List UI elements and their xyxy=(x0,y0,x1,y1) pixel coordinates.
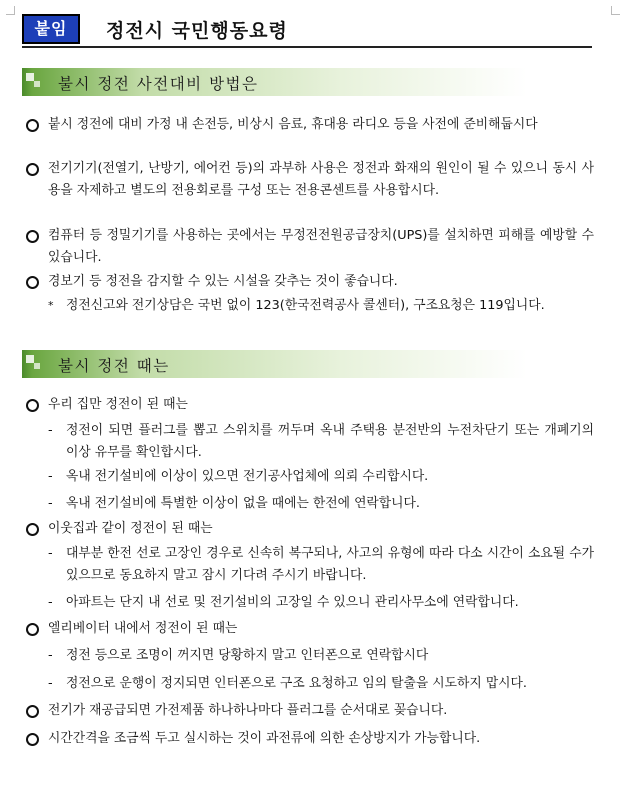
list-item-text: 컴퓨터 등 정밀기기를 사용하는 곳에서는 무정전전원공급장치(UPS)를 설치하면 피해를 예방할 수 있습니다. xyxy=(48,228,594,265)
section-heading-during-outage xyxy=(22,350,527,378)
dash-bullet: - xyxy=(48,595,53,610)
list-item xyxy=(26,394,594,416)
heading-square-icon xyxy=(34,363,40,369)
sub-item-text: 대부분 한전 선로 고장인 경우로 신속히 복구되나, 사고의 유형에 따라 다소 시간이 소요될 수가 있으므로 동요하지 말고 잠시 기다려 주시기 바랍니다. xyxy=(66,546,594,583)
sub-item-text: 정전 등으로 조명이 꺼지면 당황하지 말고 인터폰으로 연락합시다 xyxy=(66,648,429,663)
circle-bullet-icon xyxy=(26,705,39,718)
section-heading-label: 불시 정전 사전대비 방법은 xyxy=(58,75,259,93)
section-heading-label: 불시 정전 때는 xyxy=(58,357,170,375)
list-item xyxy=(26,728,594,750)
sub-item xyxy=(48,493,594,515)
circle-bullet-icon xyxy=(26,119,39,132)
sub-item-text: 정전으로 운행이 정지되면 인터폰으로 구조 요청하고 임의 탈출을 시도하지 맙시다. xyxy=(66,676,527,691)
heading-square-icon xyxy=(26,73,34,81)
page-title: 정전시 국민행동요령 xyxy=(106,20,288,42)
sub-item-text: 정전이 되면 플러그를 뽑고 스위치를 꺼두며 옥내 주택용 분전반의 누전차단기 또는 개폐기의 이상 유무를 확인합시다. xyxy=(66,423,594,460)
note-asterisk-icon: * xyxy=(48,299,54,312)
sub-item-text: 아파트는 단지 내 선로 및 전기설비의 고장일 수 있으니 관리사무소에 연락합니다. xyxy=(66,595,519,610)
circle-bullet-icon xyxy=(26,230,39,243)
sub-item xyxy=(48,673,594,695)
dash-bullet: - xyxy=(48,648,53,663)
list-item-text: 전기기기(전열기, 난방기, 에어컨 등)의 과부하 사용은 정전과 화재의 원인이 될 수 있으니 동시 사용을 자제하고 별도의 전용회로를 구성 또는 전용콘센트를 사용합시다. xyxy=(48,161,594,198)
heading-square-icon xyxy=(26,355,34,363)
circle-bullet-icon xyxy=(26,276,39,289)
list-item-text: 시간간격을 조금씩 두고 실시하는 것이 과전류에 의한 손상방지가 가능합니다. xyxy=(48,731,481,746)
sub-item xyxy=(48,466,594,488)
dash-bullet: - xyxy=(48,676,53,691)
list-item xyxy=(26,518,594,540)
sub-item xyxy=(48,543,594,587)
list-item xyxy=(26,271,594,293)
list-item xyxy=(26,114,594,136)
sub-item xyxy=(48,645,594,667)
contact-note xyxy=(48,295,594,317)
list-item xyxy=(26,158,594,202)
attachment-badge: 붙임 xyxy=(22,14,80,44)
list-item-text: 전기가 재공급되면 가전제품 하나하나마다 플러그를 순서대로 꽂습니다. xyxy=(48,703,448,718)
sub-item-text: 옥내 전기설비에 특별한 이상이 없을 때에는 한전에 연락합니다. xyxy=(66,496,420,511)
list-item xyxy=(26,700,594,722)
dash-bullet: - xyxy=(48,546,53,561)
circle-bullet-icon xyxy=(26,399,39,412)
dash-bullet: - xyxy=(48,469,53,484)
list-item xyxy=(26,618,594,640)
circle-bullet-icon xyxy=(26,623,39,636)
list-item-text: 경보기 등 정전을 감지할 수 있는 시설을 갖추는 것이 좋습니다. xyxy=(48,274,398,289)
dash-bullet: - xyxy=(48,496,53,511)
document-header xyxy=(22,14,592,48)
note-text: 정전신고와 전기상담은 국번 없이 123(한국전력공사 콜센터), 구조요청은 119입니다. xyxy=(66,298,545,313)
circle-bullet-icon xyxy=(26,733,39,746)
list-item-text: 붙시 정전에 대비 가정 내 손전등, 비상시 음료, 휴대용 라디오 등을 사전에 준비해둡시다 xyxy=(48,117,538,132)
page-corner-mark-right xyxy=(611,6,620,15)
list-item-text: 엘리베이터 내에서 정전이 된 때는 xyxy=(48,621,238,636)
list-item-text: 이웃집과 같이 정전이 된 때는 xyxy=(48,521,213,536)
section-heading-preparation xyxy=(22,68,527,96)
sub-item xyxy=(48,420,594,464)
page-corner-mark-left xyxy=(6,6,15,15)
circle-bullet-icon xyxy=(26,163,39,176)
circle-bullet-icon xyxy=(26,523,39,536)
sub-item xyxy=(48,592,594,614)
list-item-text: 우리 집만 정전이 된 때는 xyxy=(48,397,188,412)
list-item xyxy=(26,225,594,269)
heading-square-icon xyxy=(34,81,40,87)
dash-bullet: - xyxy=(48,423,53,438)
sub-item-text: 옥내 전기설비에 이상이 있으면 전기공사업체에 의뢰 수리합시다. xyxy=(66,469,429,484)
